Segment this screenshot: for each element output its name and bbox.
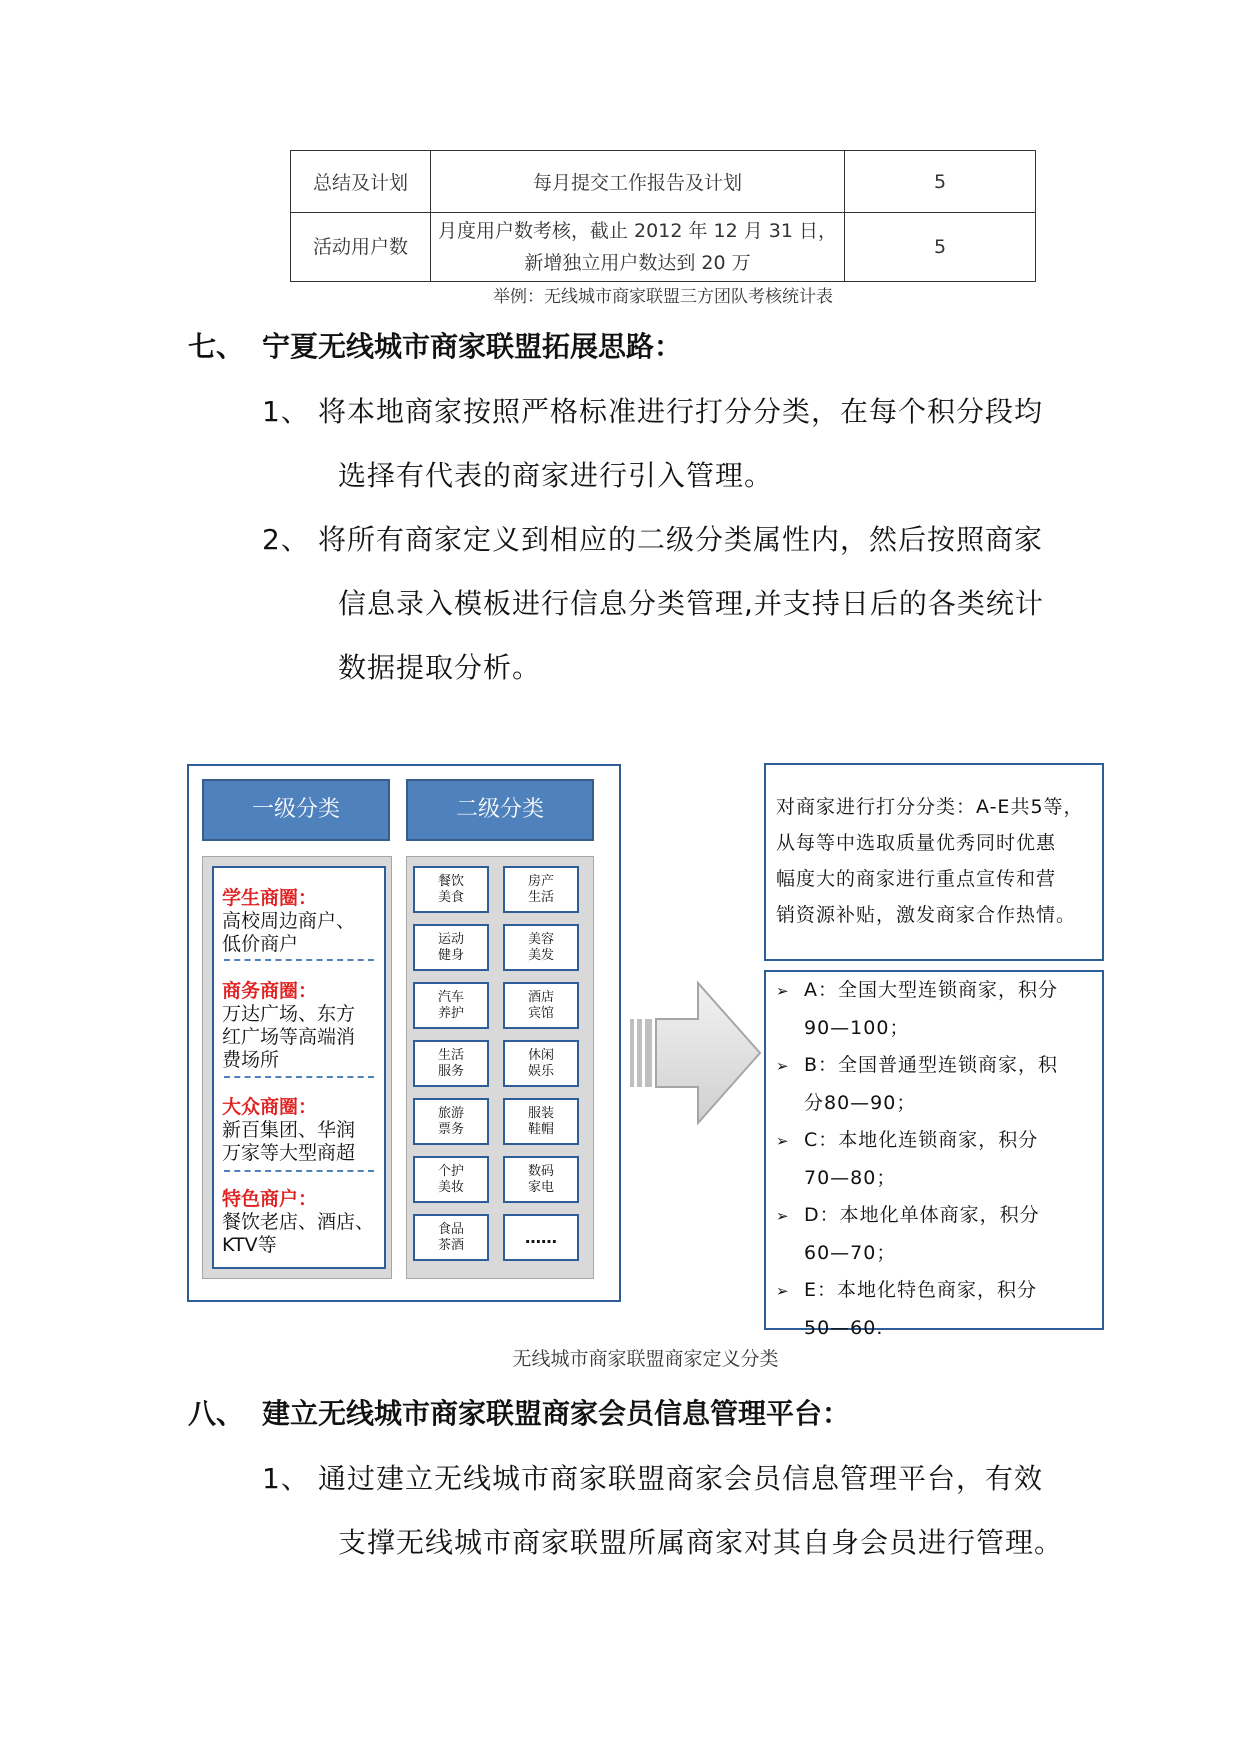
subcategory-item: 服装 鞋帽 [503, 1098, 579, 1145]
category-student [222, 883, 382, 956]
subcategory-item: 运动 健身 [413, 924, 489, 971]
bullet-arrow-icon: ➢ [776, 1207, 790, 1225]
subcategory-item: 旅游 票务 [413, 1098, 489, 1145]
table-cell-desc [431, 213, 845, 282]
subcategory-item: 数码 家电 [503, 1156, 579, 1203]
category-business [222, 976, 382, 1072]
table-cell-desc-line: 月度用户数考核，截止 2012 年 12 月 31 日， [438, 220, 837, 242]
grade-item-cont: 70—80； [804, 1167, 897, 1189]
section-title: 建立无线城市商家联盟商家会员信息管理平台： [262, 1397, 851, 1430]
grade-list-box [764, 970, 1104, 1339]
category-title: 大众商圈： [222, 1096, 318, 1118]
list-number: 1、 [262, 395, 310, 428]
category-desc: 低价商户 [222, 933, 299, 955]
grade-item: ➢ C：本地化连锁商家，积分 [776, 1122, 1101, 1160]
paragraph-line: 支撑无线城市商家联盟所属商家对其自身会员进行管理。 [338, 1526, 1064, 1559]
paragraph-line: 选择有代表的商家进行引入管理。 [338, 459, 774, 492]
arrow-right-icon [628, 980, 764, 1126]
table-row [291, 151, 1036, 213]
category-desc: 餐饮老店、酒店、 [222, 1211, 375, 1233]
category-desc: 红广场等高端消 [222, 1026, 356, 1048]
divider [224, 1076, 374, 1078]
paragraph-line: 将本地商家按照严格标准进行打分分类，在每个积分段均 [318, 395, 1044, 428]
paragraph-line: 数据提取分析。 [338, 651, 542, 684]
category-desc: 费场所 [222, 1049, 280, 1071]
category-title: 学生商圈： [222, 887, 318, 909]
category-special [222, 1184, 387, 1257]
list-number: 2、 [262, 523, 310, 556]
grade-item-cont: 60—70； [804, 1242, 897, 1264]
table-cell-score: 5 [845, 151, 1036, 213]
description-line: 幅度大的商家进行重点宣传和营 [776, 868, 1057, 890]
section-number: 七、 [188, 330, 245, 363]
paragraph-line: 信息录入模板进行信息分类管理,并支持日后的各类统计 [338, 587, 1044, 620]
table-cell-score: 5 [845, 213, 1036, 282]
section-number: 八、 [188, 1397, 245, 1430]
level1-header: 一级分类 [202, 779, 390, 841]
category-desc: 万家等大型商超 [222, 1142, 356, 1164]
bullet-arrow-icon: ➢ [776, 1282, 790, 1300]
category-desc: 高校周边商户、 [222, 910, 356, 932]
category-desc: KTV等 [222, 1234, 277, 1256]
subcategory-item: 休闲 娱乐 [503, 1040, 579, 1087]
grade-item: ➢ B：全国普通型连锁商家，积 [776, 1047, 1101, 1085]
paragraph-line: 将所有商家定义到相应的二级分类属性内，然后按照商家 [318, 523, 1044, 556]
table-row [291, 213, 1036, 282]
divider [224, 1170, 374, 1172]
grade-item-cont: 分80—90； [804, 1092, 917, 1114]
subcategory-item: 美容 美发 [503, 924, 579, 971]
bullet-arrow-icon: ➢ [776, 1057, 790, 1075]
grade-item: ➢ A：全国大型连锁商家，积分 [776, 972, 1101, 1010]
subcategory-grid [413, 866, 588, 1261]
subcategory-item-more: …… [503, 1214, 579, 1261]
section-title: 宁夏无线城市商家联盟拓展思路： [262, 330, 683, 363]
description-line: 对商家进行打分分类：A-E共5等， [776, 796, 1084, 818]
category-desc: 新百集团、华润 [222, 1119, 356, 1141]
description-line: 从每等中选取质量优秀同时优惠 [776, 832, 1057, 854]
level2-header: 二级分类 [406, 779, 594, 841]
paragraph-line: 通过建立无线城市商家联盟商家会员信息管理平台，有效 [318, 1462, 1044, 1495]
category-title: 商务商圈： [222, 980, 318, 1002]
list-number: 1、 [262, 1462, 310, 1495]
grade-item: ➢ D：本地化单体商家，积分 [776, 1197, 1101, 1235]
table-cell-item: 活动用户数 [291, 213, 431, 282]
table-cell-desc: 每月提交工作报告及计划 [431, 151, 845, 213]
table-cell-item: 总结及计划 [291, 151, 431, 213]
subcategory-item: 房产 生活 [503, 866, 579, 913]
description-line: 销资源补贴，激发商家合作热情。 [776, 904, 1077, 926]
subcategory-item: 生活 服务 [413, 1040, 489, 1087]
subcategory-item: 酒店 宾馆 [503, 982, 579, 1029]
subcategory-item: 个护 美妆 [413, 1156, 489, 1203]
subcategory-item: 汽车 养护 [413, 982, 489, 1029]
table-caption: 举例：无线城市商家联盟三方团队考核统计表 [493, 287, 833, 307]
grade-item-cont: 50—60. [804, 1317, 884, 1339]
bullet-arrow-icon: ➢ [776, 1132, 790, 1150]
divider [224, 959, 374, 961]
category-mass [222, 1092, 382, 1165]
subcategory-item: 餐饮 美食 [413, 866, 489, 913]
category-desc: 万达广场、东方 [222, 1003, 356, 1025]
category-title: 特色商户： [222, 1188, 318, 1210]
assessment-table [290, 150, 1036, 282]
grade-item: ➢ E：本地化特色商家，积分 [776, 1272, 1101, 1310]
table-cell-desc-line: 新增独立用户数达到 20 万 [524, 252, 751, 274]
scoring-description-box [764, 763, 1104, 961]
diagram-caption: 无线城市商家联盟商家定义分类 [512, 1348, 779, 1370]
grade-item-cont: 90—100； [804, 1017, 910, 1039]
bullet-arrow-icon: ➢ [776, 982, 790, 1000]
subcategory-item: 食品 茶酒 [413, 1214, 489, 1261]
